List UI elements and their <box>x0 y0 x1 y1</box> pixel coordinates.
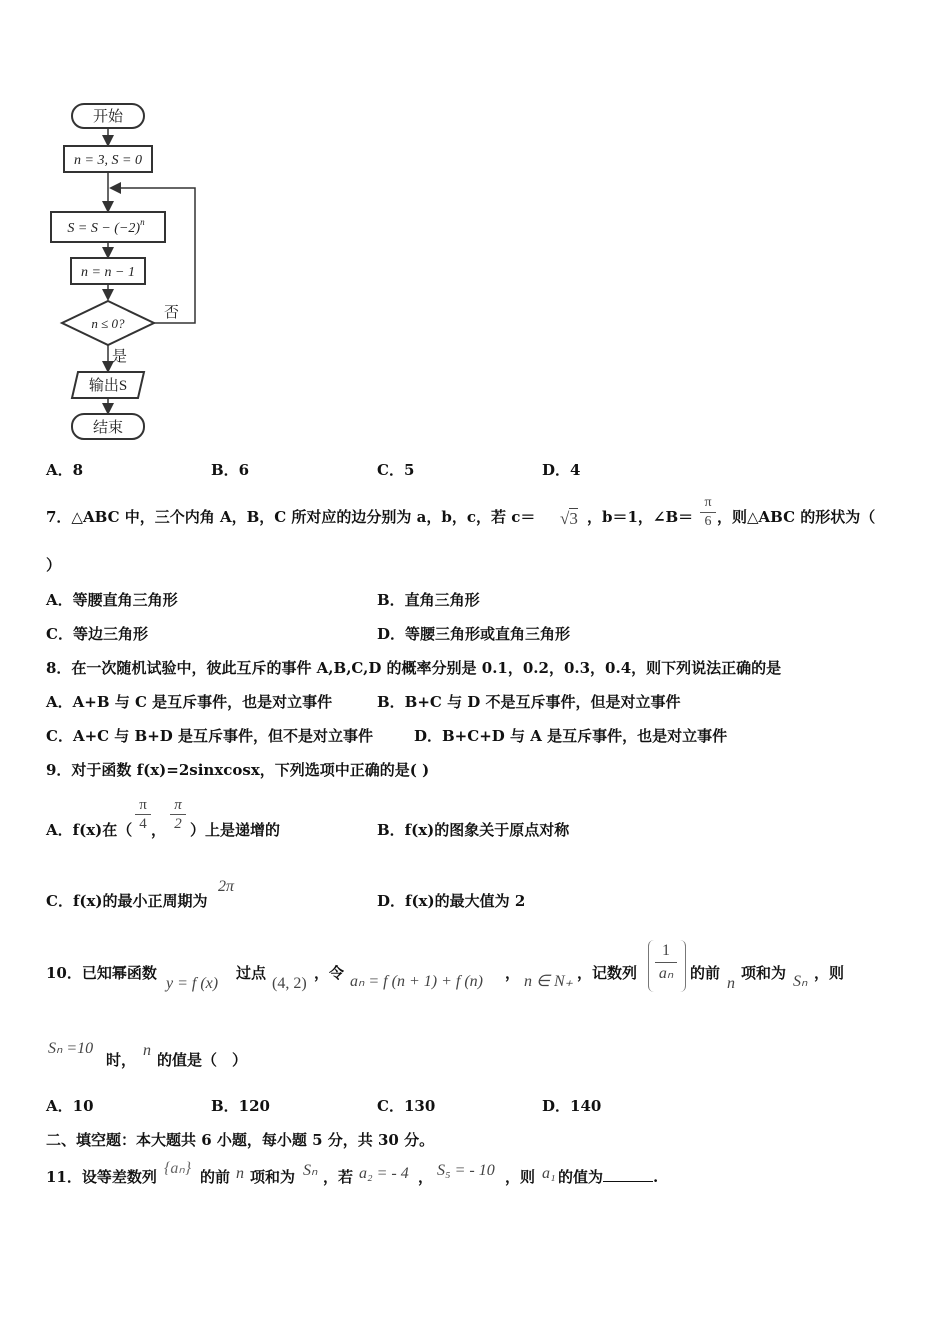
q10-n2: n <box>143 1042 151 1059</box>
answer-blank[interactable] <box>603 1167 653 1182</box>
flow-loop-line <box>112 188 195 323</box>
q9-option-a-part1: A．f(x)在（ <box>46 821 133 839</box>
q7-stem-part3: ，则△ABC 的形状为（ <box>717 508 876 526</box>
q11-sequence: {aₙ} <box>164 1160 192 1177</box>
q7-stem-part1: 7．△ABC 中，三个内角 A，B，C 所对应的边分别为 a，b，c，若 c＝ <box>46 508 536 526</box>
flow-step-label: $S = S - (-2)^n$ <box>67 217 145 236</box>
q10-sn: Sₙ <box>793 973 808 990</box>
flow-init-label: n = 3, S = 0 <box>74 153 142 168</box>
q10-an-def: aₙ = f (n + 1) + f (n) <box>350 973 483 990</box>
q8-option-a: A．A+B 与 C 是互斥事件，也是对立事件 <box>46 693 333 711</box>
q7-stem-close: ） <box>46 556 62 574</box>
q10-point: (4, 2) <box>272 975 307 992</box>
flow-no-label: 否 <box>164 305 180 321</box>
q10-reciprocal-fraction: 1 aₙ <box>655 941 677 984</box>
q7-sqrt3: √3 <box>560 509 578 528</box>
q6-option-d: D．4 <box>542 461 581 479</box>
q7-stem-part2: ，b＝1，∠B＝ <box>587 508 694 526</box>
flow-output-label: 输出S <box>88 378 128 394</box>
q9-option-d: D．f(x)的最大值为 2 <box>377 892 526 910</box>
q10-when: 时， <box>106 1051 137 1069</box>
q9-fraction-pi-4: π 4 <box>135 797 151 832</box>
q10-sum-text: 项和为 <box>741 964 787 982</box>
q11-number: 11．设等差数列 <box>46 1168 157 1186</box>
q9-option-c: C．f(x)的最小正周期为 <box>46 892 208 910</box>
q10-domain: n ∈ N₊ <box>524 973 574 990</box>
q10-option-c: C．130 <box>377 1097 436 1115</box>
q8-stem: 8．在一次随机试验中，彼此互斥的事件 A,B,C,D 的概率分别是 0.1，0.2，0.3，0.4，则下列说法正确的是 <box>46 659 782 677</box>
q6-option-c: C．5 <box>377 461 415 479</box>
q11-ask: 的值为 . <box>558 1168 659 1186</box>
q8-option-c: C．A+C 与 B+D 是互斥事件，但不是对立事件 <box>46 727 374 745</box>
q11-comma: ， <box>418 1168 434 1186</box>
q11-sn: Sₙ <box>303 1162 318 1179</box>
q11-n: n <box>236 1165 244 1182</box>
q6-option-a: A．8 <box>46 461 84 479</box>
q10-let: ，令 <box>314 964 345 982</box>
q11-if: ，若 <box>323 1168 354 1186</box>
flow-end-label: 结束 <box>92 420 124 436</box>
flowchart <box>40 100 260 445</box>
q10-condition: Sₙ =10 <box>48 1040 94 1057</box>
flow-start-label: 开始 <box>92 109 124 125</box>
section-heading: 二、填空题：本大题共 6 小题，每小题 5 分，共 30 分。 <box>46 1131 435 1149</box>
q10-option-b: B．120 <box>211 1097 270 1115</box>
q7-angle-fraction: π 6 <box>700 495 716 530</box>
q11-a1: a₁ <box>542 1165 556 1182</box>
q9-option-b: B．f(x)的图象关于原点对称 <box>377 821 570 839</box>
q7-option-d: D．等腰三角形或直角三角形 <box>377 625 571 643</box>
q10-front: 的前 <box>690 964 721 982</box>
flow-decrement-label: n = n − 1 <box>81 265 135 280</box>
flow-yes-label: 是 <box>112 349 128 365</box>
q10-number: 10．已知幂函数 <box>46 964 157 982</box>
q10-record: ，记数列 <box>577 964 638 982</box>
q10-then: ，则 <box>814 964 845 982</box>
q10-option-d: D．140 <box>542 1097 602 1115</box>
q11-front: 的前 <box>200 1168 231 1186</box>
q10-option-a: A．10 <box>46 1097 94 1115</box>
q8-option-b: B．B+C 与 D 不是互斥事件，但是对立事件 <box>377 693 681 711</box>
flow-decision-label: n ≤ 0? <box>91 316 125 331</box>
q10-n: n <box>727 975 735 992</box>
q8-option-d: D．B+C+D 与 A 是互斥事件，也是对立事件 <box>414 727 728 745</box>
q9-option-a-part2: ）上是递增的 <box>190 821 281 839</box>
q11-then: ，则 <box>505 1168 536 1186</box>
q9-option-c-value: 2π <box>218 878 235 895</box>
q9-stem: 9．对于函数 f(x)=2sinxcosx，下列选项中正确的是( ) <box>46 761 430 779</box>
q6-option-b: B．6 <box>211 461 250 479</box>
q10-pass: 过点 <box>236 964 267 982</box>
q11-sum-text: 项和为 <box>250 1168 296 1186</box>
q10-ask: 的值是（ ） <box>157 1051 248 1069</box>
q7-option-c: C．等边三角形 <box>46 625 148 643</box>
q9-option-a-comma: ， <box>151 821 167 839</box>
q7-option-a: A．等腰直角三角形 <box>46 591 178 609</box>
q10-comma: ， <box>505 964 521 982</box>
q11-a2: a₂ = - 4 <box>359 1165 409 1182</box>
q9-fraction-pi-2: π 2 <box>170 797 186 832</box>
q10-function: y = f (x) <box>166 975 219 992</box>
q11-s5: S₅ = - 10 <box>437 1162 495 1179</box>
q7-option-b: B．直角三角形 <box>377 591 480 609</box>
